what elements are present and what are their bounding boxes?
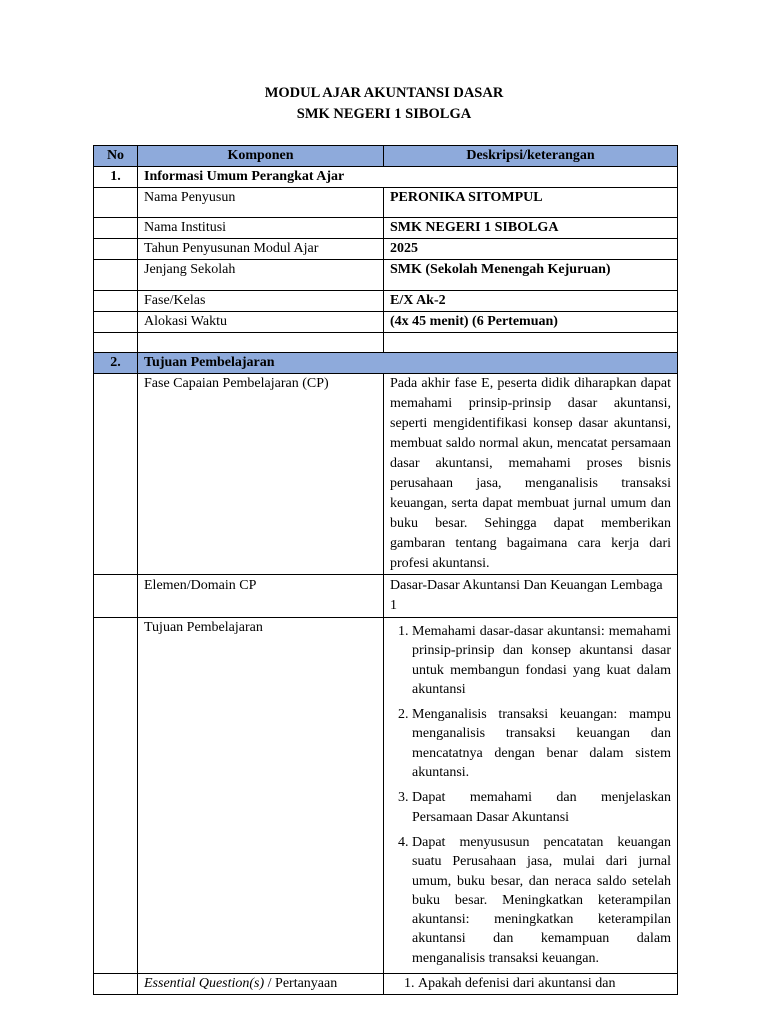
table-row: [94, 974, 678, 995]
row-value: SMK NEGERI 1 SIBOLGA: [384, 218, 678, 239]
section-title: Informasi Umum Perangkat Ajar: [138, 167, 678, 188]
row-label: Tahun Penyusunan Modul Ajar: [138, 239, 384, 260]
table-row: [94, 374, 678, 575]
table-row: [94, 188, 678, 218]
table-row: [94, 218, 678, 239]
eq-list: [390, 974, 671, 994]
document-title: MODUL AJAR AKUNTANSI DASAR: [264, 85, 504, 101]
eq-label-rest: / Pertanyaan: [264, 976, 338, 992]
list-item: 4. Dapat menyususun pencatatan keuangan suatu Perusahaan jasa, mulai dari jurnal umum, buku besar, dan neraca saldo setelah buku besar. Meningkatkan keterampilan akuntansi: meningkatkan keterampilan akuntansi dan kemampuan dalam menganalisis transaksi keuangan.: [412, 833, 671, 968]
row-value: PERONIKA SITOMPUL: [384, 188, 678, 218]
section-title: Tujuan Pembelajaran: [138, 353, 678, 374]
table-row: [94, 575, 678, 618]
column-header-no: No: [94, 146, 138, 167]
element-description: Dasar-Dasar Akuntansi Dan Keuangan Lembaga 1: [384, 575, 678, 618]
row-label: Elemen/Domain CP: [138, 575, 384, 618]
section-row: [94, 353, 678, 374]
cp-description: Pada akhir fase E, peserta didik diharapkan dapat memahami prinsip-prinsip dasar akuntansi, seperti mengidentifikasi konsep dasar akuntansi, membuat saldo normal akun, mencatat persamaan dasar akuntansi, memahami proses bisnis perusahaan jasa, menganalisis transaksi keuangan, serta dapat membuat jurnal umum dan buku besar. Sehingga dapat memberikan gambaran tentang bagaimana cara kerja dari profesi akuntansi.: [384, 374, 678, 575]
table-row: [94, 291, 678, 312]
section-number: 2.: [94, 353, 138, 374]
row-label: Fase Capaian Pembelajaran (CP): [138, 374, 384, 575]
school-name: SMK NEGERI 1 SIBOLGA: [296, 106, 472, 122]
table-row: [94, 260, 678, 291]
list-item: 1. Apakah defenisi dari akuntansi dan: [418, 974, 671, 994]
row-value: E/X Ak-2: [384, 291, 678, 312]
goals-list: [390, 622, 671, 968]
table-row: [94, 618, 678, 974]
eq-cell: [384, 974, 678, 995]
goals-cell: [384, 618, 678, 974]
column-header-deskripsi: Deskripsi/keterangan: [384, 146, 678, 167]
eq-label-italic: Essential Question(s): [144, 976, 265, 992]
row-label: [138, 974, 384, 995]
section-number: 1.: [94, 167, 138, 188]
row-label: Alokasi Waktu: [138, 312, 384, 333]
row-label: Tujuan Pembelajaran: [138, 618, 384, 974]
column-header-komponen: Komponen: [138, 146, 384, 167]
row-value: 2025: [384, 239, 678, 260]
row-label: Nama Penyusun: [138, 188, 384, 218]
empty-row: [94, 333, 678, 353]
row-label: Nama Institusi: [138, 218, 384, 239]
section-row: [94, 167, 678, 188]
row-label: Fase/Kelas: [138, 291, 384, 312]
row-label: Jenjang Sekolah: [138, 260, 384, 291]
row-value: SMK (Sekolah Menengah Kejuruan): [384, 260, 678, 291]
row-value: (4x 45 menit) (6 Pertemuan): [384, 312, 678, 333]
module-table: [93, 145, 678, 995]
list-item: 1. Memahami dasar-dasar akuntansi: memahami prinsip-prinsip dan konsep akuntansi dasar untuk membangun fondasi yang kuat dalam akuntansi: [412, 622, 671, 699]
list-item: 3. Dapat memahami dan menjelaskan Persamaan Dasar Akuntansi: [412, 788, 671, 827]
list-item: 2. Menganalisis transaksi keuangan: mampu menganalisis transaksi keuangan dan mencatatnya dengan benar dalam sistem akuntansi.: [412, 705, 671, 782]
table-row: [94, 239, 678, 260]
table-header-row: [94, 146, 678, 167]
table-row: [94, 312, 678, 333]
